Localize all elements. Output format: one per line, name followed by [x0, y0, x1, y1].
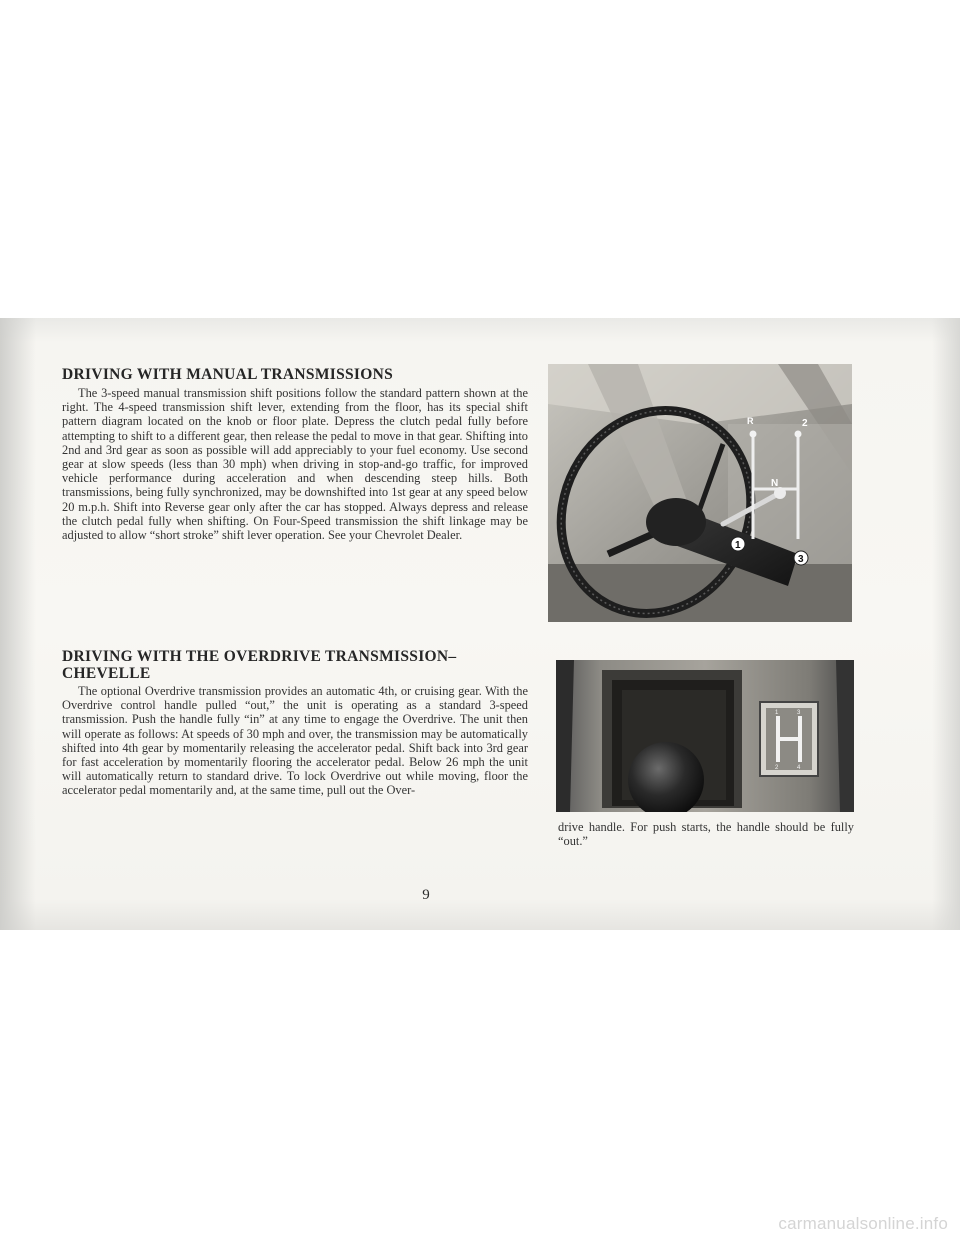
- section-heading-overdrive-line1: DRIVING WITH THE OVERDRIVE TRANSMISSION–: [62, 648, 457, 665]
- paragraph-manual-transmissions: The 3-speed manual transmission shift positions follow the standard pattern shown at the right. The 4-speed transmission shift lever, extending from the floor, has its special shift pattern diagram located on the knob or floor plate. Depress the clutch pedal fully before attempting to shift to a different gear, then release the pedal to move in that gear. Shifting into 2nd and 3rd gear as soon as possible will add appreciably to your fuel economy. Use second gear at slow speeds (less than 30 mph) when driving in stop-and-go traffic, for improved vehicle performance during acceleration and when descending steep hills. Both transmissions, being fully synchronized, may be downshifted into 1st gear at any speed below 20 m.p.h. Shift into Reverse gear only after the car has stopped. Always depress and release the clutch pedal fully when shifting. On Four-Speed transmission the shift linkage may be adjusted to allow “short stroke” shift lever operation. See your Chevrolet Dealer.: [62, 386, 528, 543]
- watermark-text: carmanualsonline.info: [778, 1214, 948, 1233]
- shift-label-third: 3: [798, 554, 804, 565]
- pattern-label-fourth: 4: [797, 765, 801, 771]
- figure-overdrive-console: [556, 660, 854, 812]
- pattern-label-first: 1: [775, 710, 779, 716]
- console-illustration: [556, 660, 854, 812]
- figure-steering-column-shifter: [548, 364, 852, 622]
- steering-wheel-illustration: [548, 364, 852, 622]
- paragraph-overdrive: The optional Overdrive transmission provides an automatic 4th, or cruising gear. With the Overdrive control handle pulled “out,” the unit is operating as a standard 3-speed transmission. Push the handle fully “in” at any time to engage the Overdrive. The unit then will operate as follows: At speeds of 30 mph and over, the transmission may be automatically shifted into 4th gear by momentarily releasing the accelerator pedal. Shift back into 3rd gear for fast acceleration by momentarily flooring the accelerator pedal. Below 26 mph the unit will automatically return to standard drive. To lock Overdrive out while moving, floor the accelerator pedal momentarily and, at the same time, pull out the Over-: [62, 684, 528, 798]
- shift-label-reverse: R: [747, 416, 754, 426]
- shift-label-second: 2: [802, 418, 808, 429]
- section-heading-manual-transmissions: DRIVING WITH MANUAL TRANSMISSIONS: [62, 366, 394, 383]
- shift-label-first: 1: [735, 540, 741, 551]
- page-edge-shadow-right: [932, 318, 960, 930]
- shift-label-neutral: N: [771, 478, 779, 489]
- paragraph-overdrive-continuation: drive handle. For push starts, the handle should be fully “out.”: [558, 820, 854, 849]
- page-number: 9: [422, 887, 430, 903]
- pattern-label-third: 3: [797, 710, 801, 716]
- section-heading-overdrive-line2: CHEVELLE: [62, 665, 151, 682]
- page-edge-shadow-left: [0, 318, 36, 930]
- pattern-label-second: 2: [775, 765, 779, 771]
